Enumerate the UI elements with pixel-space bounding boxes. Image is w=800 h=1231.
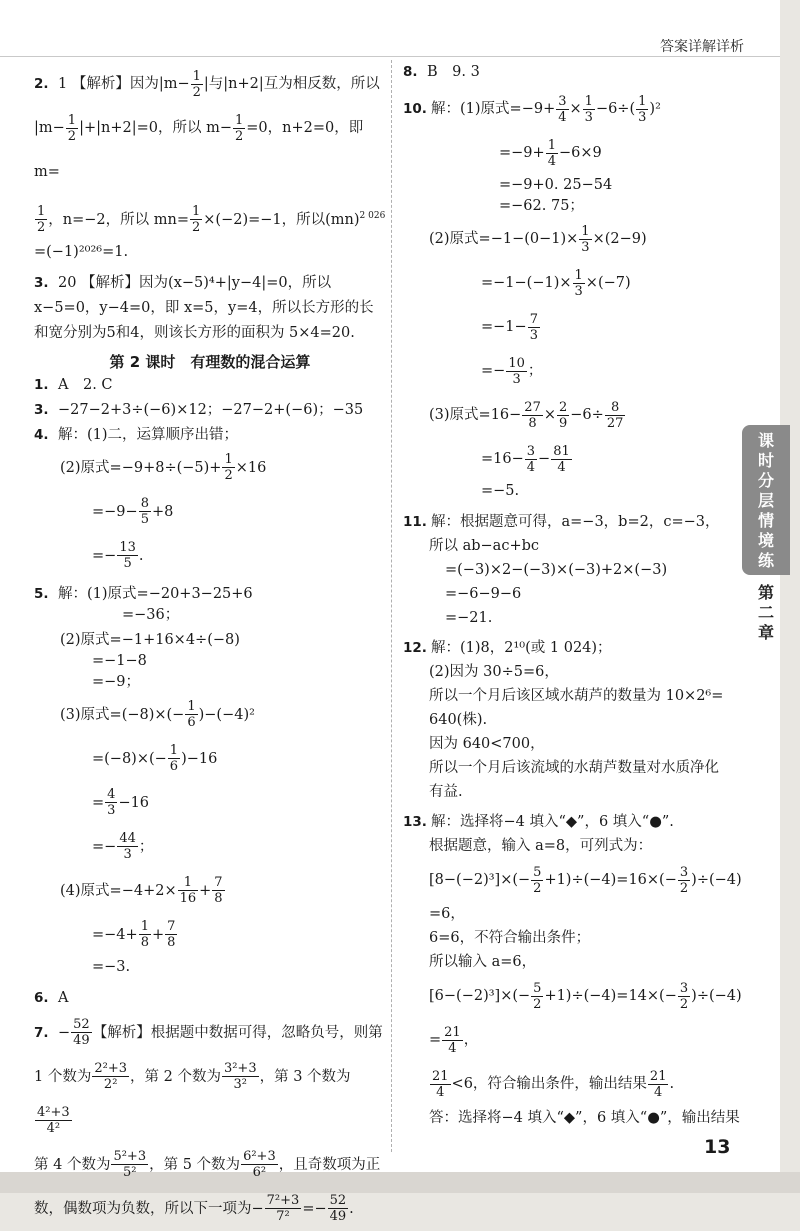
fraction: $\frac{1}{3}$ [581, 223, 590, 255]
answer-5: 5. 解：(1)原式=−20+3−25+6 =−36； (2)原式=−1+16×4÷(−8) =−1−8 =−9； (3)原式=(−8)×(− $\frac{1}{6}$ )−(−4)² =(−8)×(− $\frac{1}{6}$ )−16 = $\frac{4}{3}$ −16 =− $\frac{44}{3}$ ； (4)原式=−4+2× $\frac{1}{16}$ + $\frac{7}{8}$ =−4+ $\frac{1}{8}$ + $\frac{7}{8}$ =−3. [34, 585, 255, 975]
fraction: $\frac{1}{4}$ [547, 137, 556, 169]
fraction: $\frac{\text{7²+3}}{\text{7²}}$ [266, 1193, 300, 1225]
fraction: $\frac{\text{6²+3}}{\text{6²}}$ [243, 1149, 276, 1181]
fraction: $\frac{1}{3}$ [574, 267, 583, 299]
fraction: $\frac{1}{6}$ [187, 699, 196, 731]
fraction: $\frac{21}{4}$ [649, 1068, 667, 1100]
fraction: $\frac{7}{8}$ [214, 875, 223, 907]
fraction: $\frac{1}{2}$ [67, 112, 77, 144]
fraction: $\frac{1}{6}$ [169, 743, 179, 775]
page-header: 答案详解详析 [660, 39, 744, 55]
answer-11: 11. 解：根据题意可得，a=−3，b=2，c=−3， 所以 ab−ac+bc =(−3)×2−(−3)×(−3)+2×(−3) =−6−9−6 =−21. [403, 514, 720, 626]
question-number: 2. [34, 76, 49, 92]
fraction: $\frac{1}{3}$ [638, 93, 647, 125]
right-column [403, 62, 765, 1130]
fraction: $\frac{1}{2}$ [37, 204, 46, 236]
fraction: $\frac{13}{5}$ [119, 540, 136, 572]
fraction: $\frac{21}{4}$ [444, 1024, 461, 1056]
page-number: 13 [704, 1136, 731, 1158]
fraction: $\frac{52}{49}$ [329, 1193, 347, 1225]
fraction: $\frac{\text{5²+3}}{\text{5²}}$ [113, 1149, 147, 1181]
fraction: $\frac{\text{2²+3}}{\text{2²}}$ [94, 1061, 127, 1093]
answer-10: 10. 解：(1)原式=−9+ $\frac{3}{4}$ × $\frac{1}{3}$ −6÷( $\frac{1}{3}$ )² =−9+ $\frac{1}{4}$ −6×9 =−9+0. 25−54 =−62. 75； (2)原式=−1−(0−1)× $\frac{1}{3}$ ×(2−9) =−1−(−1)× $\frac{1}{3}$ ×(−7) =−1− $\frac{7}{3}$ =− $\frac{10}{3}$ ； (3)原式=16− $\frac{27}{8}$ × $\frac{2}{9}$ −6÷ $\frac{8}{27}$ =16− $\frac{3}{4}$ − $\frac{81}{4}$ =−5. [403, 93, 661, 499]
fraction: $\frac{8}{5}$ [140, 496, 149, 528]
fraction: $\frac{7}{3}$ [529, 311, 538, 343]
section-title: 第 2 课时 有理数的混合运算 [109, 352, 311, 371]
side-tab-lesson: 课时分层情境练 [742, 425, 790, 575]
answer-13: 13. 解：选择将−4 填入“◆”，6 填入“●”. 根据题意，输入 a=8，可列式为： [8−(−2)³]×(− $\frac{5}{2}$ +1)÷(−4)=16×(− $\frac{3}{2}$ )÷(−4) =6， 6=6，不符合输出条件； 所以输入 a=6， [6−(−2)³]×(− $\frac{5}{2}$ +1)÷(−4)=14×(− $\frac{3}{2}$ )÷(−4) = $\frac{21}{4}$ ， $\frac{21}{4}$ <6，符合输出条件，输出结果 $\frac{21}{4}$ . 答：选择将−4 填入“◆”，6 填入“●”，输出结果 [403, 814, 742, 1126]
answer-3b: 3. −27−2+3÷(−6)×12；−27−2+(−6)；−35 [34, 401, 364, 418]
fraction: $\frac{4}{3}$ [107, 787, 116, 819]
fraction: $\frac{1}{2}$ [192, 204, 201, 236]
fraction: $\frac{\text{4²+3}}{\text{4²}}$ [37, 1105, 70, 1137]
answer-1: 1. A 2. C [34, 376, 113, 393]
fraction: $\frac{1}{8}$ [140, 919, 149, 951]
fraction: $\frac{1}{2}$ [234, 112, 244, 144]
fraction: $\frac{3}{4}$ [558, 93, 567, 125]
fraction: $\frac{2}{9}$ [559, 399, 568, 431]
column-divider [391, 60, 392, 1152]
answer-6: 6. A [34, 989, 69, 1006]
side-tab-chapter: 第二章 [757, 583, 774, 642]
fraction: $\frac{1}{2}$ [224, 452, 233, 484]
answer-3: 3. 20 【解析】因为(x−5)⁴+|y−4|=0，所以 x−5=0，y−4=0，即 x=5，y=4，所以长方形的长和宽分别为5和4，则该长方形的面积为 5×4=20. [34, 274, 374, 341]
fraction: $\frac{\text{3²+3}}{\text{3²}}$ [223, 1061, 257, 1093]
fraction: $\frac{44}{3}$ [119, 831, 136, 863]
answer-2: 2. 1 【解析】因为|m− $\frac{1}{2}$ |与|n+2|互为相反数，所以 |m− $\frac{1}{2}$ |+|n+2|=0，所以 m− $\frac{1}{2}$ =0，n+2=0，即 m= $\frac{1}{2}$ ，n=−2，所以 mn= $\frac{1}{2}$ ×(−2)=−1，所以(mn)$^{2 026}$ =(−1)²⁰²⁶=1. [34, 62, 386, 263]
question-number: 3. [34, 274, 49, 291]
answer-12: 12. 解：(1)8，2¹⁰(或 1 024)； (2)因为 30÷5=6， 所以一个月后该区域水葫芦的数量为 10×2⁶= 640(株). 因为 640<700， 所以一个月后该流域的水葫芦数量对水质净化 有益. [403, 640, 724, 800]
header-rule [0, 56, 780, 57]
fraction: $\frac{21}{4}$ [432, 1068, 449, 1100]
fraction: $\frac{10}{3}$ [508, 355, 525, 387]
left-column [34, 62, 386, 1231]
fraction: $\frac{5}{2}$ [533, 864, 542, 896]
fraction: $\frac{3}{2}$ [679, 864, 689, 896]
answer-7: 7. − $\frac{52}{49}$ 【解析】根据题中数据可得，忽略负号，则第 1 个数为 $\frac{\text{2²+3}}{\text{2²}}$ ，第 2 个数为 $\frac{\text{3²+3}}{\text{3²}}$ ，第 3 个数为 $\frac{\text{4²+3}}{\text{4²}}$ 第 4 个数为 $\frac{\text{5²+3}}{\text{5²}}$ ，第 5 个数为 $\frac{\text{6²+3}}{\text{6²}}$ ，且奇数项为正 数，偶数项为负数，所以下一项为− $\frac{\text{7²+3}}{\text{7²}}$ =− $\frac{52}{49}$ . [34, 1017, 383, 1225]
fraction: $\frac{7}{8}$ [167, 919, 176, 951]
fraction: $\frac{1}{2}$ [192, 68, 201, 100]
fraction: $\frac{81}{4}$ [553, 443, 570, 475]
fraction: $\frac{8}{27}$ [606, 399, 624, 431]
fraction: $\frac{3}{4}$ [526, 443, 536, 475]
fraction: $\frac{1}{3}$ [584, 93, 593, 125]
answer-4: 4. 解：(1)二，运算顺序出错； (2)原式=−9+8÷(−5)+ $\frac{1}{2}$ ×16 =−9− $\frac{8}{5}$ +8 =− $\frac{13}{5}$ . [34, 426, 267, 572]
fraction: $\frac{3}{2}$ [679, 980, 689, 1012]
fraction: $\frac{1}{16}$ [179, 875, 197, 907]
fraction: $\frac{5}{2}$ [533, 980, 542, 1012]
fraction: $\frac{27}{8}$ [524, 399, 541, 431]
answer-8: 8. B 9. 3 [403, 64, 480, 80]
fraction: $\frac{52}{49}$ [73, 1017, 90, 1049]
